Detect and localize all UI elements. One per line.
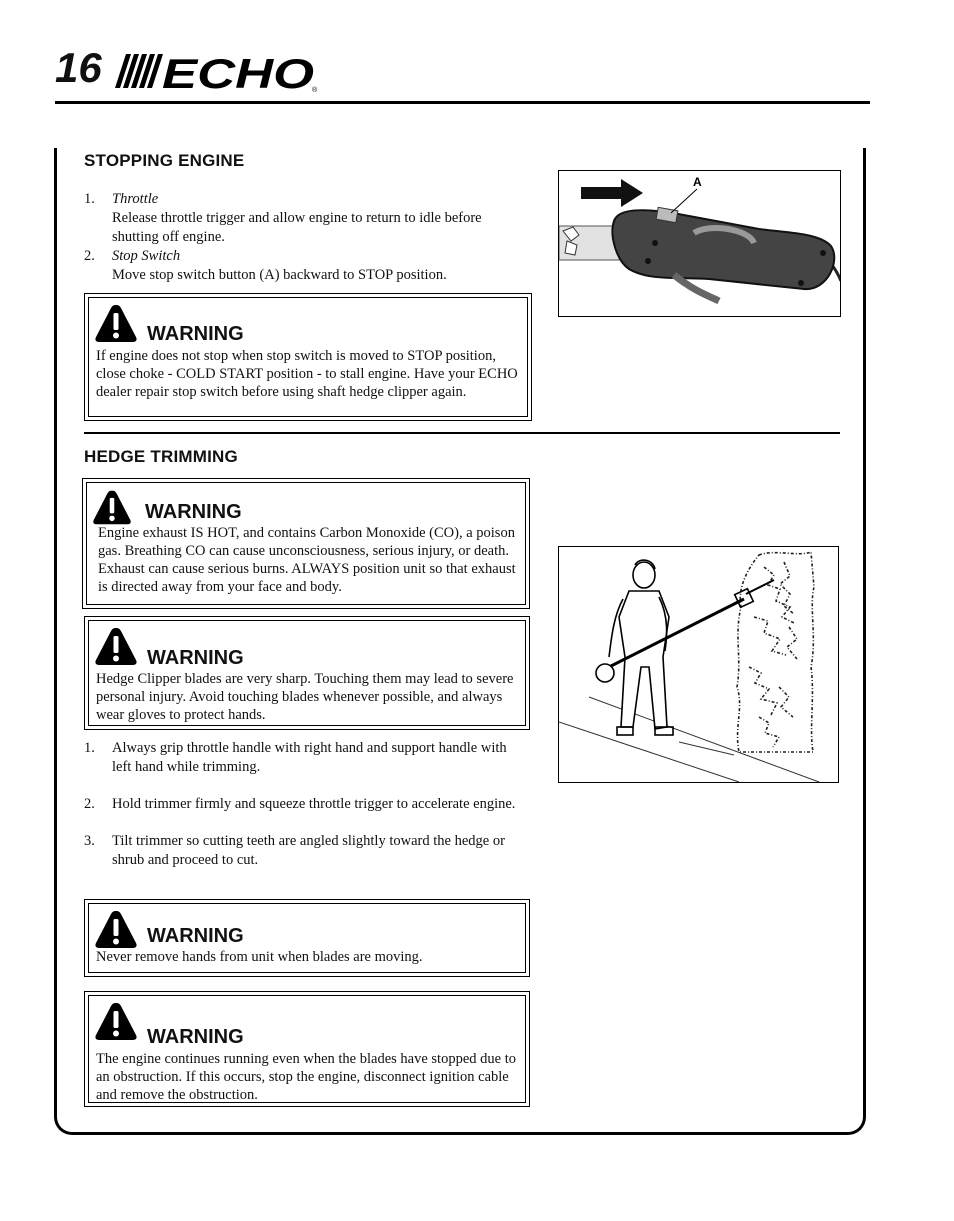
svg-text:ECHO: ECHO (162, 50, 314, 96)
stopping-step-1: 1. Throttle Release throttle trigger and allow engine to return to idle before shutting off engine. (84, 190, 524, 247)
hedge-steps (84, 739, 524, 888)
warning-text: If engine does not stop when stop switch is moved to STOP position, close choke - COLD START position - to stall engine. Have your ECHO dealer repair stop switch before using shaft hedge clipper again. (96, 348, 518, 400)
step-text: Move stop switch button (A) backward to STOP position. (112, 267, 447, 283)
warning-text: Engine exhaust IS HOT, and contains Carbon Monoxide (CO), a poison gas. Breathing CO can cause unconsciousness, serious injury, or death. Exhaust can cause serious burns. ALWAYS position unit so that exhaust is directed away from your face and body. (98, 525, 516, 595)
warning-title: WARNING (147, 1026, 244, 1048)
stopping-step-2: 2. Stop Switch Move stop switch button (A) backward to STOP position. (84, 247, 524, 285)
warning-title: WARNING (145, 501, 242, 523)
warning-text: Hedge Clipper blades are very sharp. Touching them may lead to severe personal injury. Avoid touching blades whenever possible, and always wear gloves to protect hands. (96, 671, 514, 723)
hedge-step-1: 1. Always grip throttle handle with right hand and support handle with left hand while trimming. (84, 739, 524, 777)
step-text: Tilt trimmer so cutting teeth are angled slightly toward the hedge or shrub and proceed to cut. (112, 833, 505, 868)
hedge-step-2: 2. Hold trimmer firmly and squeeze throttle trigger to accelerate engine. (84, 795, 524, 814)
warning-box-exhaust (82, 478, 530, 609)
hedge-step-3: 3. Tilt trimmer so cutting teeth are angled slightly toward the hedge or shrub and proceed to cut. (84, 832, 524, 870)
step-text: Hold trimmer firmly and squeeze throttle trigger to accelerate engine. (112, 796, 516, 812)
throttle-handle-figure (558, 170, 841, 317)
warning-triangle-icon (94, 1001, 138, 1046)
stopping-steps (84, 190, 524, 285)
warning-box-moving-blades (84, 899, 530, 977)
warning-text: The engine continues running even when the blades have stopped due to an obstruction. If this occurs, stop the engine, disconnect ignition cable and remove the obstruction. (96, 1051, 516, 1103)
step-title: Stop Switch (112, 248, 181, 264)
echo-logo (112, 50, 324, 101)
warning-title: WARNING (147, 323, 244, 345)
warning-box-stop-switch (84, 293, 532, 421)
hedge-trimming-illustration (558, 546, 839, 783)
warning-text: Never remove hands from unit when blades are moving. (96, 949, 423, 965)
step-text: Always grip throttle handle with right hand and support handle with left hand while trimming. (112, 740, 507, 775)
warning-triangle-icon (94, 303, 138, 348)
warning-box-obstruction (84, 991, 530, 1107)
warning-title: WARNING (147, 647, 244, 669)
stopping-engine-heading: STOPPING ENGINE (84, 151, 245, 170)
warning-box-sharp-blades (84, 616, 530, 730)
figure-label-a: A (693, 175, 702, 189)
header-rule (55, 101, 870, 104)
warning-triangle-icon (94, 626, 138, 671)
svg-text:®: ® (312, 87, 318, 94)
warning-title: WARNING (147, 925, 244, 947)
step-title: Throttle (112, 191, 159, 207)
hedge-trimming-heading: HEDGE TRIMMING (84, 447, 238, 466)
section-divider (84, 432, 840, 434)
step-text: Release throttle trigger and allow engine to return to idle before shutting off engine. (112, 210, 482, 245)
page-number: 16 (55, 44, 102, 91)
